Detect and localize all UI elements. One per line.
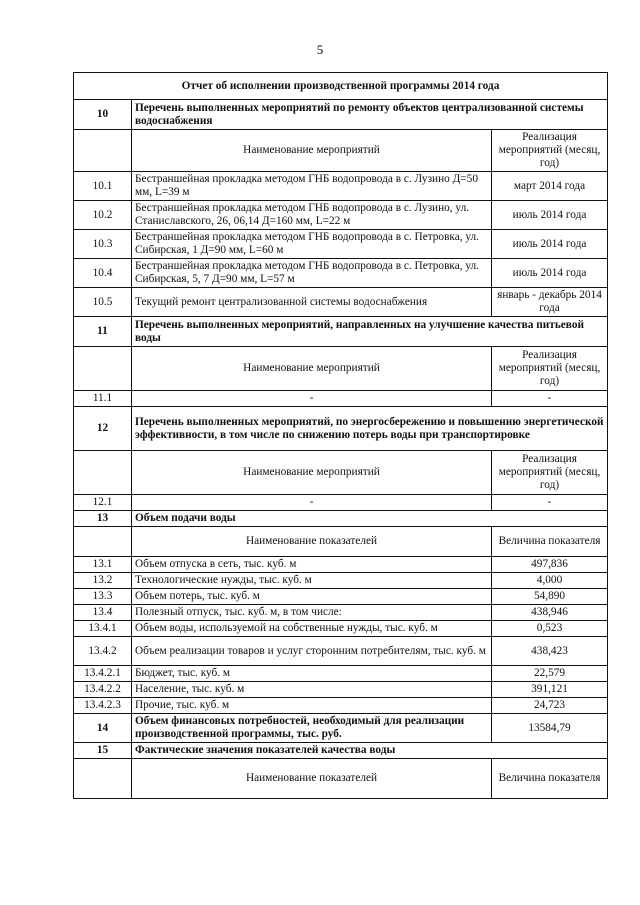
row-number: 13.4.2.2 [74, 682, 132, 698]
row-number: 13.4.2.3 [74, 698, 132, 714]
section-heading: Объем финансовых потребностей, необходимый для реализации производственной программы, тыс. руб. [132, 714, 492, 743]
column-header-row [74, 347, 608, 391]
table-row [74, 605, 608, 621]
row-name: Текущий ремонт централизованной системы водоснабжения [132, 288, 492, 317]
empty-cell [74, 347, 132, 391]
row-value: март 2014 года [492, 172, 608, 201]
section-header-row [74, 407, 608, 451]
row-value: 438,423 [492, 637, 608, 666]
column-header-row [74, 527, 608, 557]
column-header-name: Наименование мероприятий [132, 451, 492, 495]
table-row [74, 288, 608, 317]
section-number: 14 [74, 714, 132, 743]
row-value: 22,579 [492, 666, 608, 682]
row-number: 13.2 [74, 573, 132, 589]
row-name: Объем отпуска в сеть, тыс. куб. м [132, 557, 492, 573]
table-row [74, 621, 608, 637]
table-row [74, 495, 608, 511]
column-header-value: Реализация мероприятий (месяц, год) [492, 130, 608, 172]
row-name: - [132, 391, 492, 407]
column-header-name: Наименование показателей [132, 527, 492, 557]
table-row [74, 259, 608, 288]
row-value: июль 2014 года [492, 201, 608, 230]
row-name: Бюджет, тыс. куб. м [132, 666, 492, 682]
row-name: Прочие, тыс. куб. м [132, 698, 492, 714]
row-number: 13.4.1 [74, 621, 132, 637]
row-value: - [492, 495, 608, 511]
report-table [73, 72, 608, 799]
row-name: Население, тыс. куб. м [132, 682, 492, 698]
row-name: Бестраншейная прокладка методом ГНБ водопровода в с. Лузино Д=50 мм, L=39 м [132, 172, 492, 201]
row-number: 10.4 [74, 259, 132, 288]
row-number: 12.1 [74, 495, 132, 511]
row-number: 13.3 [74, 589, 132, 605]
row-number: 11.1 [74, 391, 132, 407]
section-header-row [74, 511, 608, 527]
row-name: Объем реализации товаров и услуг сторонним потребителям, тыс. куб. м [132, 637, 492, 666]
row-value: 4,000 [492, 573, 608, 589]
table-row [74, 589, 608, 605]
empty-cell [74, 527, 132, 557]
table-row [74, 201, 608, 230]
table-row [74, 698, 608, 714]
section-heading: Перечень выполненных мероприятий, по энергосбережению и повышению энергетической эффективности, в том числе по снижению потерь воды при транспортировке [132, 407, 608, 451]
row-number: 13.4.2 [74, 637, 132, 666]
row-value: 24,723 [492, 698, 608, 714]
section-heading: Перечень выполненных мероприятий по ремонту объектов централизованной системы водоснабжения [132, 100, 608, 130]
section-number: 15 [74, 743, 132, 759]
section-number: 13 [74, 511, 132, 527]
table-title-row [74, 73, 608, 100]
section-header-row [74, 100, 608, 130]
row-name: Технологические нужды, тыс. куб. м [132, 573, 492, 589]
row-number: 13.4.2.1 [74, 666, 132, 682]
section-header-row [74, 317, 608, 347]
table-row [74, 230, 608, 259]
row-name: Бестраншейная прокладка методом ГНБ водопровода в с. Лузино, ул. Станиславского, 26, 06,14 Д=160 мм, L=22 м [132, 201, 492, 230]
row-name: Бестраншейная прокладка методом ГНБ водопровода в с. Петровка, ул. Сибирская, 1 Д=90 мм, L=60 м [132, 230, 492, 259]
section-heading: Объем подачи воды [132, 511, 608, 527]
row-number: 13.4 [74, 605, 132, 621]
column-header-name: Наименование показателей [132, 759, 492, 799]
column-header-name: Наименование мероприятий [132, 347, 492, 391]
empty-cell [74, 759, 132, 799]
row-value: июль 2014 года [492, 259, 608, 288]
table-row [74, 172, 608, 201]
row-value: 438,946 [492, 605, 608, 621]
section-heading: Перечень выполненных мероприятий, направленных на улучшение качества питьевой воды [132, 317, 608, 347]
column-header-row [74, 130, 608, 172]
column-header-value: Величина показателя [492, 759, 608, 799]
row-number: 10.3 [74, 230, 132, 259]
row-name: Объем потерь, тыс. куб. м [132, 589, 492, 605]
row-value: июль 2014 года [492, 230, 608, 259]
row-number: 13.1 [74, 557, 132, 573]
section-header-row [74, 714, 608, 743]
report-title: Отчет об исполнении производственной программы 2014 года [74, 73, 608, 100]
section-header-row [74, 743, 608, 759]
column-header-value: Величина показателя [492, 527, 608, 557]
row-value: 391,121 [492, 682, 608, 698]
row-value: январь - декабрь 2014 года [492, 288, 608, 317]
column-header-row [74, 759, 608, 799]
row-value: 497,836 [492, 557, 608, 573]
table-row [74, 666, 608, 682]
column-header-value: Реализация мероприятий (месяц, год) [492, 347, 608, 391]
column-header-value: Реализация мероприятий (месяц, год) [492, 451, 608, 495]
table-row [74, 391, 608, 407]
financial-needs-value: 13584,79 [492, 714, 608, 743]
column-header-row [74, 451, 608, 495]
row-value: 54,890 [492, 589, 608, 605]
table-row [74, 682, 608, 698]
row-name: - [132, 495, 492, 511]
column-header-name: Наименование мероприятий [132, 130, 492, 172]
row-value: 0,523 [492, 621, 608, 637]
empty-cell [74, 451, 132, 495]
page-number: 5 [316, 42, 324, 57]
row-name: Объем воды, используемой на собственные нужды, тыс. куб. м [132, 621, 492, 637]
table-row [74, 557, 608, 573]
row-number: 10.2 [74, 201, 132, 230]
table-row [74, 573, 608, 589]
row-name: Полезный отпуск, тыс. куб. м, в том числе: [132, 605, 492, 621]
section-number: 11 [74, 317, 132, 347]
section-number: 10 [74, 100, 132, 130]
empty-cell [74, 130, 132, 172]
row-value: - [492, 391, 608, 407]
section-number: 12 [74, 407, 132, 451]
row-number: 10.1 [74, 172, 132, 201]
row-number: 10.5 [74, 288, 132, 317]
section-heading: Фактические значения показателей качества воды [132, 743, 608, 759]
table-row [74, 637, 608, 666]
row-name: Бестраншейная прокладка методом ГНБ водопровода в с. Петровка, ул. Сибирская, 5, 7 Д=90 мм, L=57 м [132, 259, 492, 288]
